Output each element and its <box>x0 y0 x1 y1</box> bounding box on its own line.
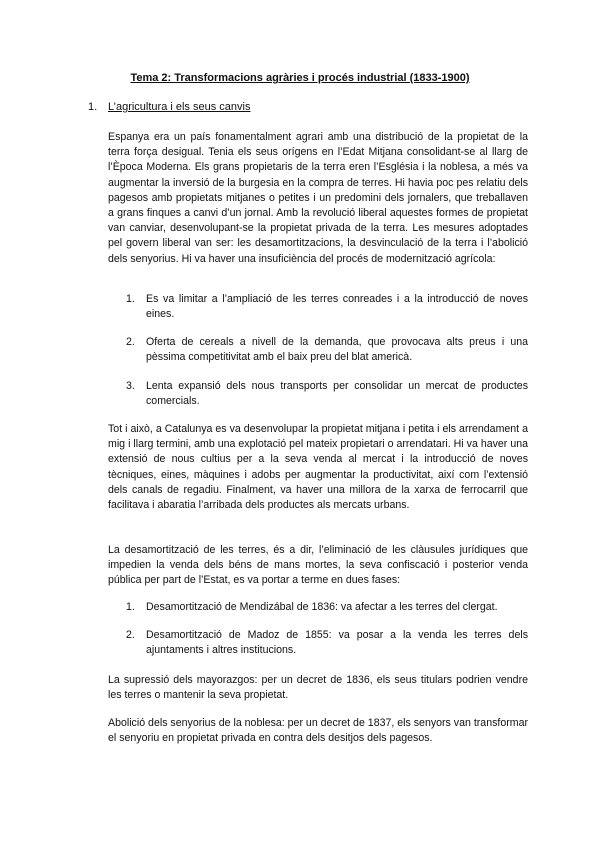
list-item-text: Desamortització de Madoz de 1855: va posar a la venda les terres dels ajuntaments i altres institucions. <box>146 629 528 657</box>
list-item-number: 2. <box>126 629 135 641</box>
document-title: Tema 2: Transformacions agràries i procés industrial (1833-1900) <box>130 72 470 84</box>
list-item-number: 2. <box>126 336 135 348</box>
list-item <box>126 379 528 409</box>
list-item <box>126 600 528 615</box>
paragraph-mayorazgos: La supressió dels mayorazgos: per un decret de 1836, els seus titulars podrien vendre les terres o mantenir la seva propietat. <box>108 674 528 702</box>
list-item <box>126 335 528 365</box>
list-item-number: 1. <box>126 293 135 305</box>
list-item-text: Oferta de cereals a nivell de la demanda, que provocava alts preus i una pèssima competitivitat amb el baix preu del blat americà. <box>146 336 528 364</box>
list-item <box>126 292 528 322</box>
list-item <box>126 628 528 658</box>
list-item-number: 3. <box>126 380 135 392</box>
section-heading <box>88 101 250 113</box>
paragraph-senyorius: Abolició dels senyorius de la noblesa: per un decret de 1837, els senyors van transformar el senyoriu en propietat privada en contra dels desitjos dels pagesos. <box>108 717 528 745</box>
list-item-text: Es va limitar a l’ampliació de les terres conreades i a la introducció de noves eines. <box>146 293 528 321</box>
list-item-number: 1. <box>126 601 135 613</box>
paragraph-desamortitzacio: La desamortització de les terres, és a dir, l’eliminació de les clàusules jurídiques que impedien la venda dels béns de mans mortes, la seva confiscació i posterior venda pública per part de l’Estat, es va portar a terme en dues fases: <box>108 544 528 587</box>
section-number: 1. <box>88 101 98 113</box>
section-heading-text: L’agricultura i els seus canvis <box>108 101 251 113</box>
list-item-text: Desamortització de Mendizábal de 1836: va afectar a les terres del clergat. <box>146 601 498 613</box>
list-item-text: Lenta expansió dels nous transports per consolidar un mercat de productes comercials. <box>146 380 528 408</box>
paragraph-intro: Espanya era un país fonamentalment agrari amb una distribució de la propietat de la terra força desigual. Tenia els seus orígens en l’Edat Mitjana consolidant-se al llarg de l’Època Moderna. Els grans propietaris de la terra eren l’Església i la noblesa, a més va augmentar la inversió de la burgesia en la compra de terres. Hi havia poc pes relatiu dels pagesos amb propietats mitjanes o petites i un predomini dels jornalers, que treballaven a grans finques a canvi d’un jornal. Amb la revolució liberal aquestes formes de propietat van canviar, desenvolupant-se la propietat privada de la terra. Les mesures adoptades pel govern liberal van ser: les desamortitzacions, la desvinculació de la terra i l’abolició dels senyorius. Hi va haver una insuficiència del procés de modernització agrícola: <box>108 131 528 265</box>
paragraph-catalunya: Tot i això, a Catalunya es va desenvolupar la propietat mitjana i petita i els arrendament a mig i llarg termini, amb una explotació pel mateix propietari o arrendatari. Hi va haver una extensió de nous cultius per a la seva venda al mercat i la introducció de noves tècniques, eines, màquines i adobs per augmentar la productivitat, així com l’extensió dels canals de regadiu. Finalment, va haver una millora de la xarxa de ferrocarril que facilitava i abaratia l’arribada dels productes als mercats urbans. <box>108 423 528 512</box>
